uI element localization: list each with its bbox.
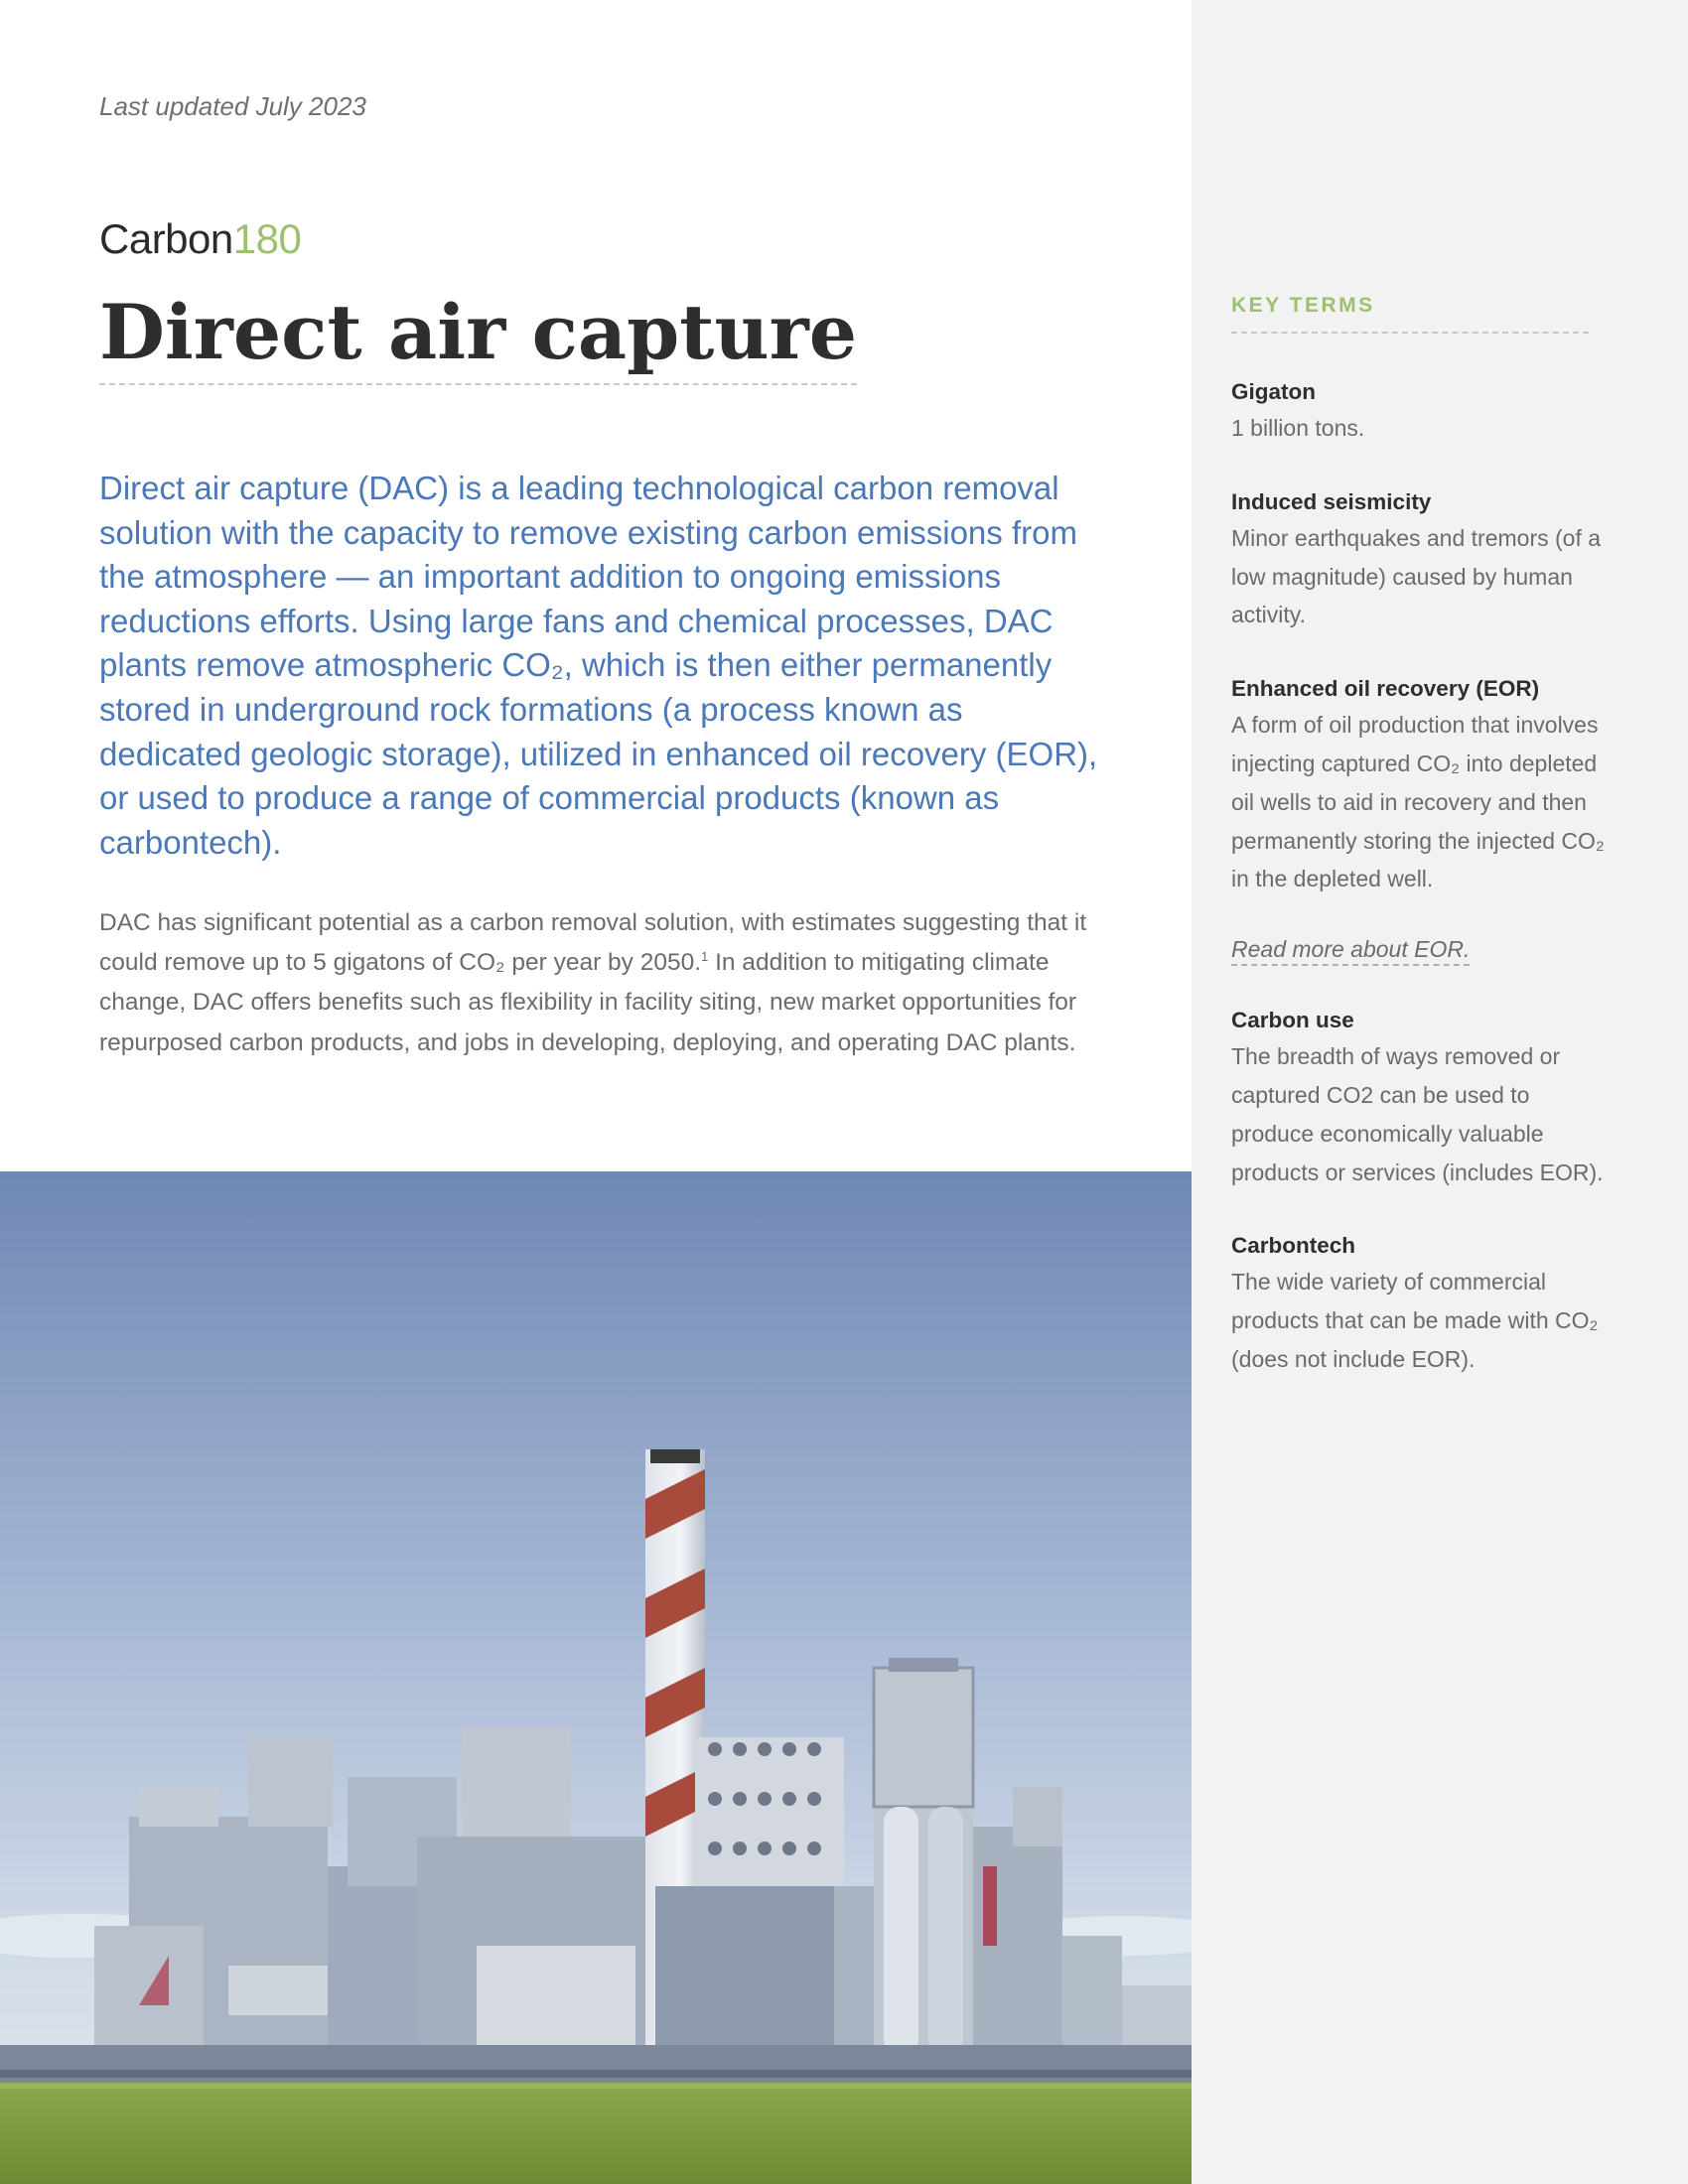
term-name: Gigaton <box>1231 379 1316 404</box>
footnote-ref[interactable]: 1 <box>701 949 709 965</box>
term-induced-seismicity <box>1231 485 1609 634</box>
term-definition: The wide variety of commercial products that can be made with CO₂ (does not include EOR). <box>1231 1269 1599 1372</box>
term-definition: The breadth of ways removed or captured CO2 can be used to produce economically valuable products or services (includes EOR). <box>1231 1043 1604 1185</box>
term-name: Carbon use <box>1231 1008 1354 1033</box>
term-name: Induced seismicity <box>1231 488 1432 514</box>
read-more-eor-link[interactable]: Read more about EOR. <box>1231 934 1470 966</box>
term-definition: A form of oil production that involves injecting captured CO₂ into depleted oil wells to aid in recovery and then permanently storing the injected CO₂ in the depleted well. <box>1231 712 1605 892</box>
term-eor <box>1231 672 1609 966</box>
body-text-2: In addition to mitigating climate change, DAC offers benefits such as flexibility in facility siting, new market opportunities for repurposed carbon products, and jobs in developing, deploying, and operating DAC plants. <box>99 949 1077 1056</box>
carbon180-logo <box>99 214 301 264</box>
term-gigaton <box>1231 375 1609 448</box>
body-text-1: DAC has significant potential as a carbon removal solution, with estimates suggesting that it could remove up to 5 gigatons of CO₂ per year by 2050. <box>99 909 1087 977</box>
body-paragraph <box>99 903 1102 1063</box>
dac-plant-photo <box>0 1171 1192 2184</box>
page-title: Direct air capture <box>99 288 857 385</box>
last-updated: Last updated July 2023 <box>99 91 366 121</box>
term-definition: Minor earthquakes and tremors (of a low magnitude) caused by human activity. <box>1231 524 1602 628</box>
term-carbon-use <box>1231 1004 1609 1191</box>
key-terms-list <box>1231 375 1609 1417</box>
term-definition: 1 billion tons. <box>1231 415 1365 441</box>
term-name: Enhanced oil recovery (EOR) <box>1231 676 1540 702</box>
key-terms-heading: KEY TERMS <box>1231 294 1589 334</box>
term-name: Carbontech <box>1231 1233 1356 1259</box>
term-carbontech <box>1231 1229 1609 1378</box>
lede-paragraph: Direct air capture (DAC) is a leading technological carbon removal solution with the capacity to remove existing carbon emissions from the atmosphere — an important addition to ongoing emissions reductions efforts. Using large fans and chemical processes, DAC plants remove atmospheric CO₂, which is then either permanently stored in underground rock formations (a process known as dedicated geologic storage), utilized in enhanced oil recovery (EOR), or used to produce a range of commercial products (known as carbontech). <box>99 470 1098 861</box>
logo-number: 180 <box>232 215 302 262</box>
logo-word: Carbon <box>99 215 233 262</box>
